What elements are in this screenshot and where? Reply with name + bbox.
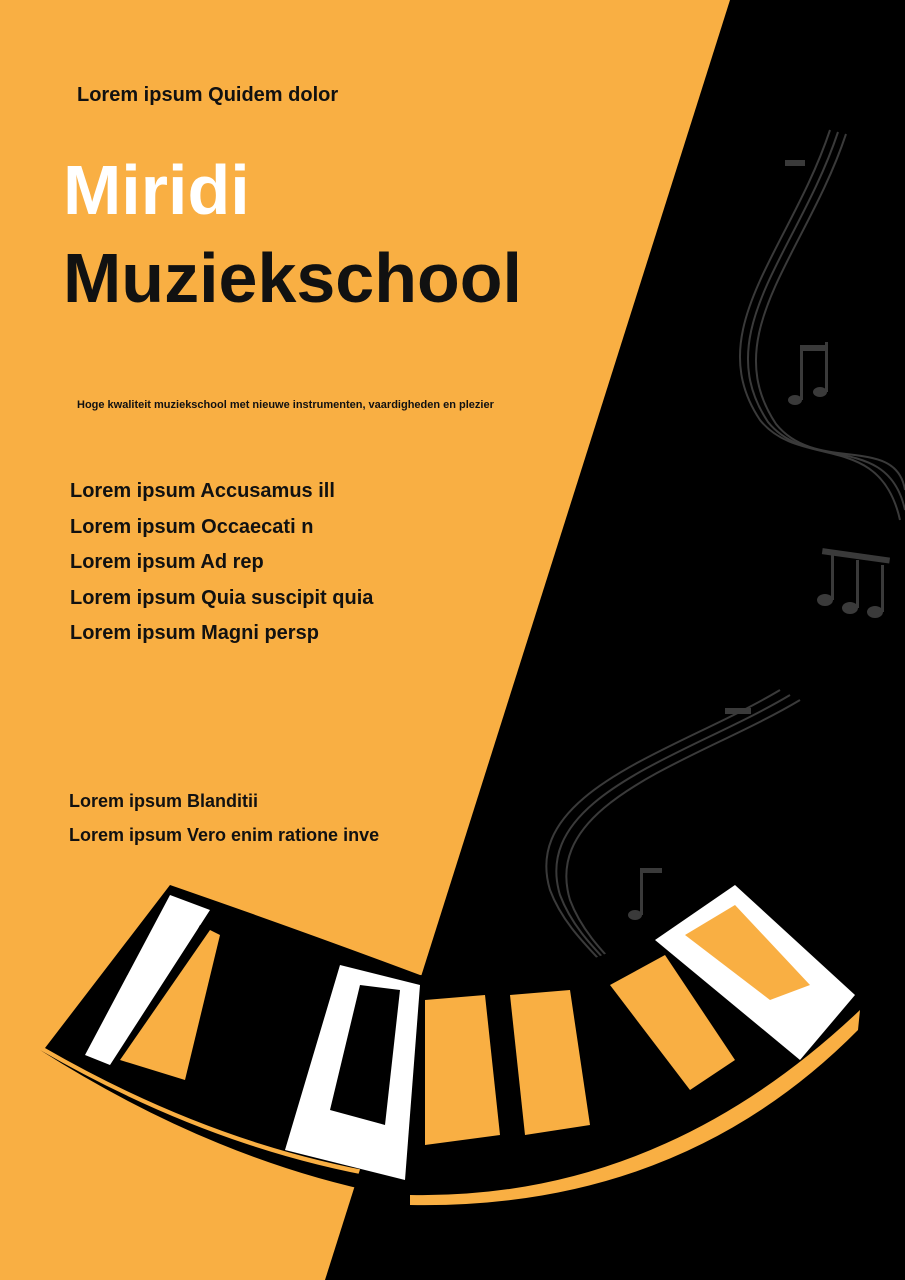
list-item: Lorem ipsum Accusamus ill: [70, 480, 335, 502]
list-item: Lorem ipsum Vero enim ratione inve: [69, 825, 380, 845]
list-item: Lorem ipsum Magni persp: [70, 622, 319, 644]
title-line-2: Muziekschool: [63, 239, 522, 317]
kicker-text: Lorem ipsum Quidem dolor: [77, 84, 339, 106]
list-item: Lorem ipsum Occaecati n: [70, 515, 314, 538]
list-item: Lorem ipsum Ad rep: [70, 551, 264, 573]
list-item: Lorem ipsum Quia suscipit quia: [70, 586, 374, 609]
feature-list: [70, 474, 373, 652]
tagline: Hoge kwaliteit muziekschool met nieuwe instrumenten, vaardigheden en plezier: [77, 399, 494, 411]
extra-list: [69, 784, 379, 852]
list-item: Lorem ipsum Blanditii: [69, 791, 259, 811]
title-line-1: Miridi: [63, 151, 250, 229]
